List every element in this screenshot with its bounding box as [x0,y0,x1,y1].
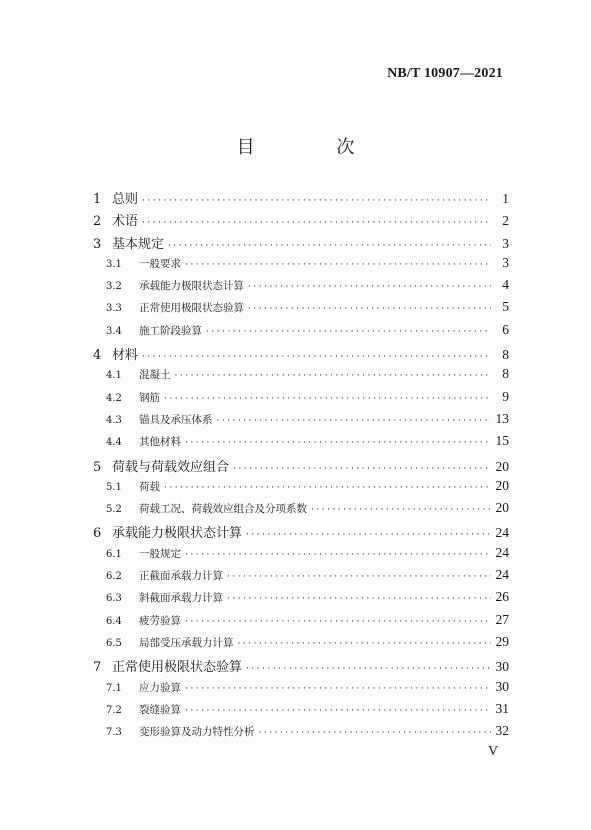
toc-leader-dots [164,394,491,404]
toc-leader-dots [142,352,491,362]
toc-entry-page: 30 [495,678,509,694]
page-number: V [488,744,499,759]
toc-entry-page: 24 [495,544,509,560]
toc-entry-title: 疲劳验算 [139,614,181,627]
toc-entry-page: 27 [495,611,509,627]
toc-entry-page: 13 [495,410,509,426]
toc-leader-dots [227,572,491,582]
toc-entry-title: 承载能力极限状态计算 [112,526,243,542]
toc-entry-7-2[interactable] [93,701,509,723]
toc-title: 目 次 [236,137,393,158]
toc-entry-number: 6 [93,526,102,542]
toc-entry-1[interactable] [93,188,509,210]
toc-leader-dots [185,260,491,270]
toc-entry-page: 24 [495,525,509,541]
toc-entry-6-3[interactable] [93,589,509,611]
toc-leader-dots [246,664,491,674]
toc-entry-number: 4.4 [106,437,122,449]
toc-leader-dots [164,483,491,493]
toc-entry-page: 6 [502,321,509,337]
toc-entry-page: 20 [495,500,509,516]
toc-leader-dots [248,304,491,314]
toc-entry-title: 一般规定 [139,547,181,560]
toc-entry-page: 20 [495,477,509,493]
toc-entry-4-3[interactable] [93,411,509,433]
toc-entry-number: 6.3 [106,593,122,605]
toc-entry-page: 15 [495,433,509,449]
toc-entry-7-3[interactable] [93,723,509,745]
toc-entry-page: 31 [495,700,509,716]
toc-entry-number: 4.1 [106,370,122,382]
toc-leader-dots [185,438,491,448]
toc-entry-page: 29 [495,633,509,649]
toc-entry-page: 3 [502,235,509,251]
toc-entry-title: 锚具及承压体系 [139,413,213,426]
toc-entry-number: 4.3 [106,414,122,426]
toc-entry-page: 8 [502,366,509,382]
toc-entry-title: 应力验算 [139,681,181,694]
toc-entry-number: 3.4 [106,325,122,337]
toc-entry-number: 3.3 [106,303,122,315]
table-of-contents [93,188,509,745]
toc-entry-title: 基本规定 [112,236,165,252]
toc-leader-dots [185,550,491,560]
toc-entry-4-4[interactable] [93,433,509,455]
toc-entry-5[interactable] [93,456,509,478]
toc-entry-title: 斜截面承载力计算 [139,592,223,605]
toc-leader-dots [142,196,491,206]
toc-entry-6-4[interactable] [93,612,509,634]
toc-entry-page: 8 [502,347,509,363]
toc-leader-dots [217,416,492,426]
toc-leader-dots [233,464,491,474]
toc-entry-number: 5.2 [106,504,122,516]
toc-entry-title: 荷载 [139,480,160,493]
toc-entry-number: 3 [93,236,102,252]
toc-entry-number: 4.2 [106,392,122,404]
toc-entry-7[interactable] [93,656,509,678]
toc-leader-dots [185,617,491,627]
toc-entry-title: 术语 [112,214,139,230]
toc-entry-4-1[interactable] [93,366,509,388]
toc-entry-page: 2 [502,213,509,229]
toc-leader-dots [227,594,491,604]
toc-entry-number: 7 [93,660,102,676]
toc-entry-7-1[interactable] [93,679,509,701]
toc-entry-number: 3.2 [106,281,122,293]
toc-entry-number: 1 [93,192,102,207]
toc-leader-dots [168,241,491,251]
toc-leader-dots [175,371,492,381]
toc-entry-title: 施工阶段验算 [139,324,202,337]
toc-leader-dots [185,684,491,694]
toc-entry-page: 3 [502,254,509,270]
toc-leader-dots [311,505,491,515]
toc-entry-number: 4 [93,348,102,364]
toc-entry-3-1[interactable] [93,255,509,277]
toc-entry-6-1[interactable] [93,545,509,567]
toc-entry-6-2[interactable] [93,567,509,589]
toc-entry-5-2[interactable] [93,500,509,522]
toc-entry-title: 荷载与荷载效应组合 [112,459,230,475]
toc-entry-title: 荷载工况、荷载效应组合及分项系数 [139,503,307,516]
toc-entry-title: 裂缝验算 [139,703,181,716]
toc-entry-title: 正常使用极限状态验算 [139,302,244,315]
toc-entry-page: 20 [495,458,509,474]
toc-leader-dots [259,728,492,738]
toc-leader-dots [142,218,491,228]
toc-entry-5-1[interactable] [93,478,509,500]
toc-leader-dots [238,639,492,649]
toc-leader-dots [248,282,491,292]
toc-entry-title: 正常使用极限状态验算 [112,660,243,676]
toc-leader-dots [185,706,491,716]
toc-entry-3-2[interactable] [93,277,509,299]
toc-entry-3[interactable] [93,233,509,255]
toc-entry-3-4[interactable] [93,322,509,344]
toc-entry-6-5[interactable] [93,634,509,656]
toc-entry-title: 正截面承载力计算 [139,570,223,583]
toc-entry-2[interactable] [93,210,509,232]
toc-entry-page: 5 [502,299,509,315]
toc-entry-title: 一般要求 [139,257,181,270]
toc-entry-number: 3.1 [106,258,122,270]
toc-entry-number: 6.1 [106,548,122,560]
toc-entry-number: 7.2 [106,704,122,716]
toc-leader-dots [246,530,491,540]
toc-entry-title: 钢筋 [139,391,160,404]
toc-entry-number: 7.3 [106,727,122,739]
toc-entry-number: 7.1 [106,682,122,694]
toc-entry-number: 6.4 [106,615,122,627]
standard-code: NB/T 10907—2021 [387,66,503,81]
toc-entry-6[interactable] [93,522,509,544]
toc-entry-title: 材料 [112,348,139,364]
toc-entry-page: 32 [495,723,509,739]
toc-entry-3-3[interactable] [93,299,509,321]
toc-entry-page: 26 [495,589,509,605]
toc-entry-title: 承载能力极限状态计算 [139,280,244,293]
toc-entry-title: 局部受压承载力计算 [139,636,234,649]
toc-entry-page: 4 [502,277,509,293]
toc-entry-number: 5.1 [106,481,122,493]
toc-entry-number: 6.2 [106,571,122,583]
toc-entry-4-2[interactable] [93,389,509,411]
toc-entry-title: 其他材料 [139,436,181,449]
toc-entry-title: 总则 [112,192,139,207]
toc-leader-dots [206,327,491,337]
toc-entry-number: 5 [93,459,102,475]
toc-entry-4[interactable] [93,344,509,366]
toc-entry-page: 24 [495,567,509,583]
toc-entry-title: 变形验算及动力特性分析 [139,726,255,739]
toc-entry-page: 9 [502,388,509,404]
toc-entry-number: 6.5 [106,637,122,649]
toc-entry-number: 2 [93,214,102,230]
toc-entry-page: 1 [502,191,509,206]
toc-entry-page: 30 [495,659,509,675]
toc-entry-title: 混凝土 [139,369,171,382]
